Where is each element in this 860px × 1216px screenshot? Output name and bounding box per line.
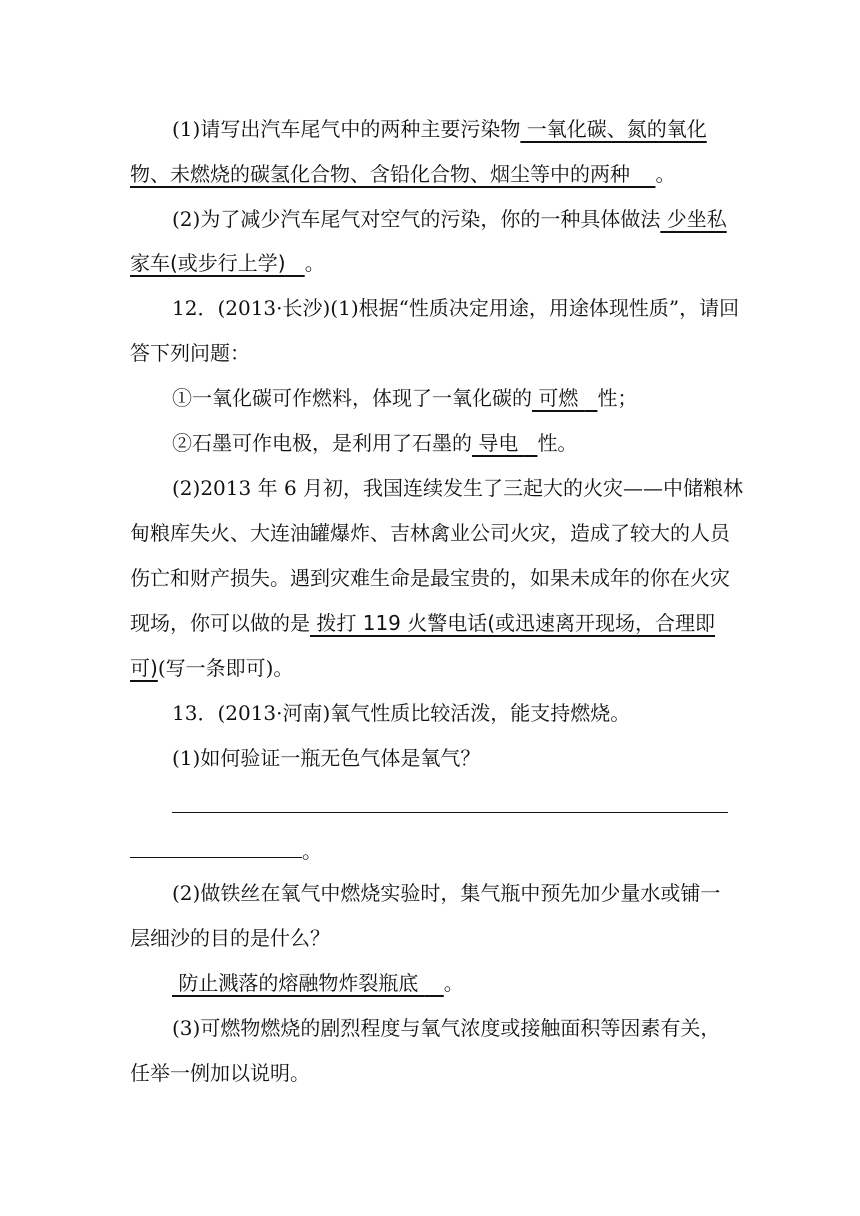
q12-part2-answer-cont: 可): [130, 656, 158, 680]
q13-intro: 13．(2013·河南)氧气性质比较活泼，能支持燃烧。: [172, 701, 631, 725]
q12-item1-suffix: 性；: [597, 386, 638, 410]
q12-part2-line1: (2)2013 年 6 月初，我国连续发生了三起大的火灾——中储粮林: [172, 476, 744, 500]
answer-blank: [130, 835, 302, 858]
q12-part2-line3: 伤亡和财产损失。遇到灾难生命是最宝贵的，如果未成年的你在火灾: [130, 566, 730, 590]
q13-part1-blank-line2: [130, 835, 730, 864]
q11-part2-line1: [172, 206, 730, 232]
q12-part2-line4-prefix: 现场，你可以做的是: [130, 611, 310, 635]
q12-item2-answer: 导电: [472, 431, 525, 455]
q12-part2-line2: 甸粮库失火、大连油罐爆炸、吉林禽业公司火灾，造成了较大的人员: [130, 521, 730, 545]
q12-intro-line2: 答下列问题：: [130, 341, 250, 365]
q13-part2-line2: 层细沙的目的是什么？: [130, 926, 330, 950]
q11-part2-answer: 少坐私: [660, 207, 727, 231]
q11-part2-suffix: 。: [304, 251, 325, 275]
q11-part1-suffix: 。: [655, 162, 676, 186]
q11-part2-line2: [130, 250, 730, 276]
q12-part2-suffix: (写一条即可)。: [157, 656, 294, 680]
q12-item2-prefix: ②石墨可作电极，是利用了石墨的: [172, 431, 472, 455]
q12-item1-prefix: ①一氧化碳可作燃料，体现了一氧化碳的: [172, 386, 532, 410]
q12-item2: [172, 430, 730, 456]
q12-part2-line5: [130, 655, 730, 681]
q11-part2-prefix: (2)为了减少汽车尾气对空气的污染，你的一种具体做法: [172, 207, 661, 231]
q11-part2-answer-cont: 家车(或步行上学): [130, 251, 286, 275]
q12-part2-answer: 拨打 119 火警电话(或迅速离开现场，合理即: [310, 611, 716, 635]
q12-intro-line1: 12．(2013·长沙)(1)根据“性质决定用途，用途体现性质”，请回: [172, 296, 740, 320]
q13-part2-suffix: 。: [443, 971, 464, 995]
q11-part1-prefix: (1)请写出汽车尾气中的两种主要污染物: [172, 117, 521, 141]
q12-part2-line4: [130, 610, 730, 636]
q13-part1-suffix: 。: [302, 839, 322, 863]
q12-item1-answer: 可燃: [532, 386, 585, 410]
q13-part2-answer: 防止溅落的熔融物炸裂瓶底: [172, 971, 425, 995]
q13-part1-blank-line1: [172, 790, 730, 816]
q13-part2-line1: (2)做铁丝在氧气中燃烧实验时，集气瓶中预先加少量水或铺一: [172, 881, 721, 905]
answer-blank: [172, 790, 728, 813]
q12-item1: [172, 385, 730, 411]
q13-part3-line2: 任举一例加以说明。: [130, 1061, 310, 1085]
q11-part1-answer: 一氧化碳、氮的氧化: [520, 117, 707, 141]
q13-part3-line1: (3)可燃物燃烧的剧烈程度与氧气浓度或接触面积等因素有关，: [172, 1016, 721, 1040]
q13-part1: (1)如何验证一瓶无色气体是氧气？: [172, 746, 481, 770]
q13-part2-answer-line: [172, 970, 730, 996]
q11-part1-answer-cont: 物、未燃烧的碳氢化合物、含铅化合物、烟尘等中的两种: [130, 162, 630, 186]
q11-part1-line1: [172, 116, 730, 142]
q12-item2-suffix: 性。: [537, 431, 578, 455]
q11-part1-line2: [130, 161, 730, 187]
